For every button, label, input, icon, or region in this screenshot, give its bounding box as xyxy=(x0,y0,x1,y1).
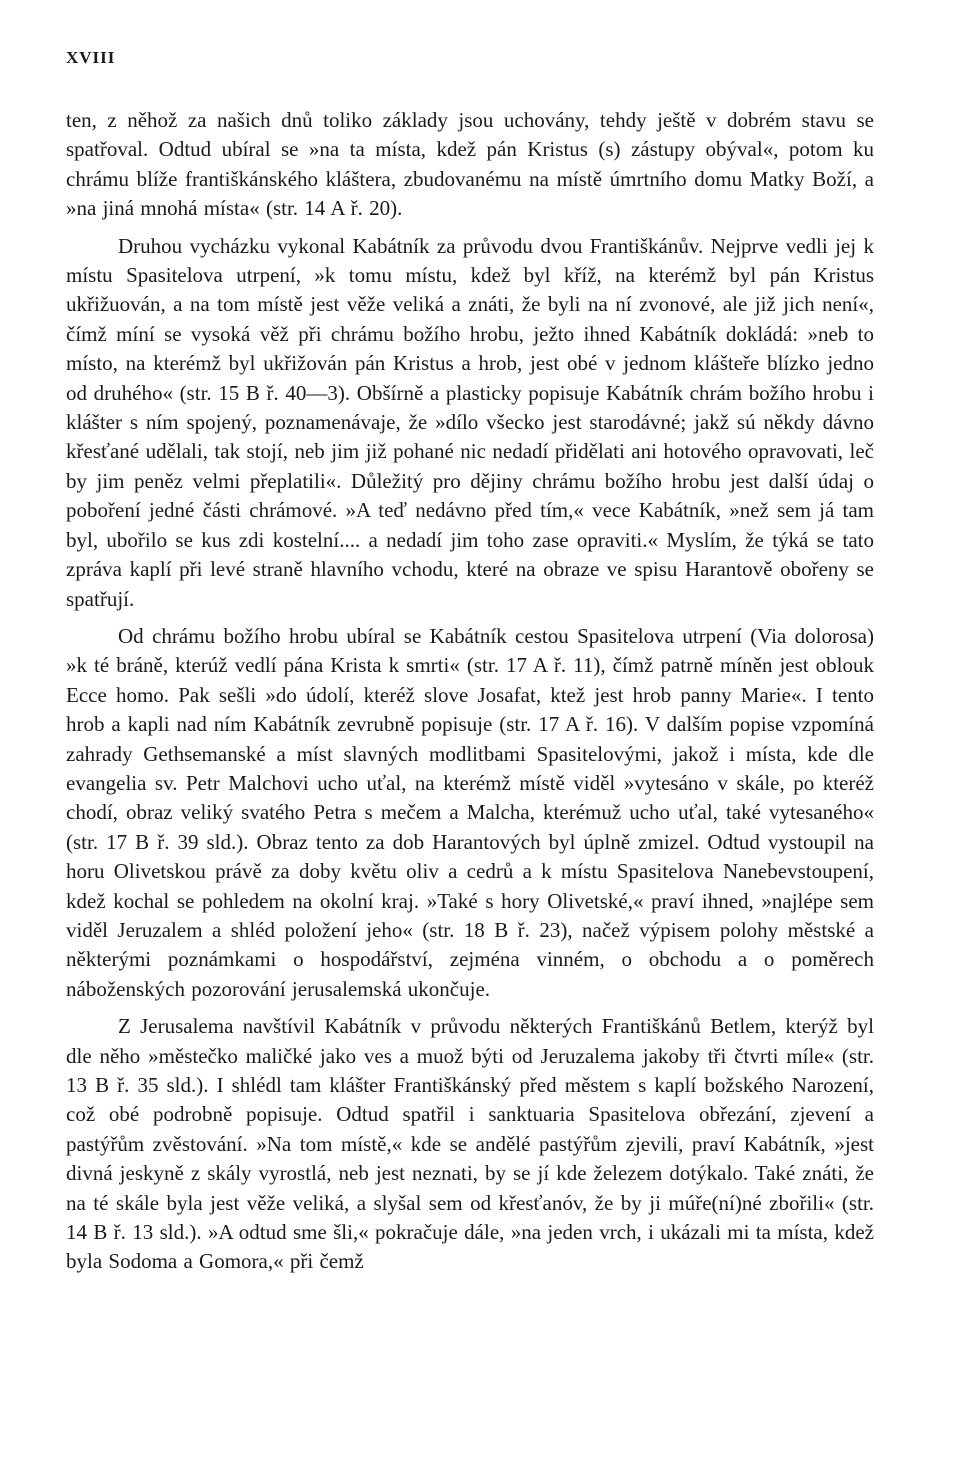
paragraph-1: ten, z něhož za našich dnů toliko základy jsou uchovány, tehdy ještě v dobrém stavu se spatřoval. Odtud ubíral se »na ta místa, kdež pán Kristus (s) zástupy obýval«, potom ku chrámu blíže františkánského kláštera, zbudovanému na místě úmrtního domu Matky Boží, a »na jiná mnohá místa« (str. 14 A ř. 20). xyxy=(66,108,874,221)
document-page xyxy=(66,46,874,1277)
paragraph-4: Z Jerusalema navštívil Kabátník v průvodu některých Františkánů Betlem, kterýž byl dle něho »městečko maličké jako ves a muož býti od Jeruzalema jakoby tři čtvrti míle« (str. 13 B ř. 35 sld.). I shlédl tam klášter Františkánský před městem s kaplí božského Narození, což obé podrobně popisuje. Odtud spatřil i sanktuaria Spasitelova obřezání, zjevení a pastýřům zvěstování. »Na tom místě,« kde se andělé pastýřům zjevili, praví Kabátník, »jest divná jeskyně z skály vyrostlá, neb jest neznati, by se jí kde železem dotýkalo. Také znáti, že na té skále byla jest věže veliká, a slyšal sem od křesťanóv, že by ji múře(ní)né zbořili« (str. 14 B ř. 13 sld.). »A odtud sme šli,« pokračuje dále, »na jeden vrch, i ukázali mi ta místa, kdež byla Sodoma a Gomora,« při čemž xyxy=(66,1014,874,1274)
paragraph-2: Druhou vycházku vykonal Kabátník za průvodu dvou Františkánův. Nejprve vedli jej k místu Spasitelova utrpení, »k tomu místu, kdež byl kříž, na kterémž byl pán Kristus ukřižuován, a na tom místě jest věže veliká a znáti, že byli na ní zvonové, ale již jich není«, čímž míní se vysoká věž při chrámu božího hrobu, ježto ihned Kabátník dokládá: »neb to místo, na kterémž byl ukřižován pán Kristus a hrob, jest obé v jednom klášteře blízko jedno od druhého« (str. 15 B ř. 40—3). Obšírně a plasticky popisuje Kabátník chrám božího hrobu i klášter s ním spojený, poznamenávaje, že »dílo všecko jest starodávné; jakž sú někdy dávno křesťané udělali, tak stojí, neb jim již pohané nic nedadí přidělati ani hotového opravovati, leč by jim peněz velmi přeplatili«. Důležitý pro dějiny chrámu božího hrobu jest další údaj o poboření jedné části chrámové. »A teď nedávno před tím,« vece Kabátník, »než sem já tam byl, ubořilo se kus zdi kostelní.... a nedadí jim toho zase opraviti.« Myslím, že týká se tato zpráva kaplí při levé straně hlavního vchodu, které na obraze ve spisu Harantově obořeny se spatřují. xyxy=(66,233,874,611)
paragraph-3: Od chrámu božího hrobu ubíral se Kabátník cestou Spasitelova utrpení (Via dolorosa) »k té bráně, kterúž vedlí pána Krista k smrti« (str. 17 A ř. 11), čímž patrně míněn jest oblouk Ecce homo. Pak sešli »do údolí, kteréž slove Josafat, ktež jest hrob panny Marie«. I tento hrob a kapli nad ním Kabátník zevrubně popisuje (str. 17 A ř. 16). V dalším popise vzpomíná zahrady Gethsemanské a míst slavných modlitbami Spasitelovými, jakož i místa, kde dle evangelia sv. Petr Malchovi ucho uťal, na kterémž místě viděl »vytesáno v skále, po kteréž chodí, obraz veliký svatého Petra s mečem a Malcha, kterémuž ucho uťal, také vytesaného« (str. 17 B ř. 39 sld.). Obraz tento za dob Harantových byl úplně zmizel. Odtud vystoupil na horu Olivetskou právě za doby květu oliv a cedrů a k místu Spasitelova Nanebevstoupení, kdež kochal se pohledem na okolní kraj. »Také s hory Olivetské,« praví ihned, »najlépe sem viděl Jeruzalem a shléd položení jeho« (str. 18 B ř. 23), načež výpisem polohy městské a některými poznámkami o hospodářství, zejména vinném, o obchodu a o poměrech náboženských pozorování jerusalemská ukončuje. xyxy=(66,623,874,1001)
page-number: XVIII xyxy=(66,48,116,67)
